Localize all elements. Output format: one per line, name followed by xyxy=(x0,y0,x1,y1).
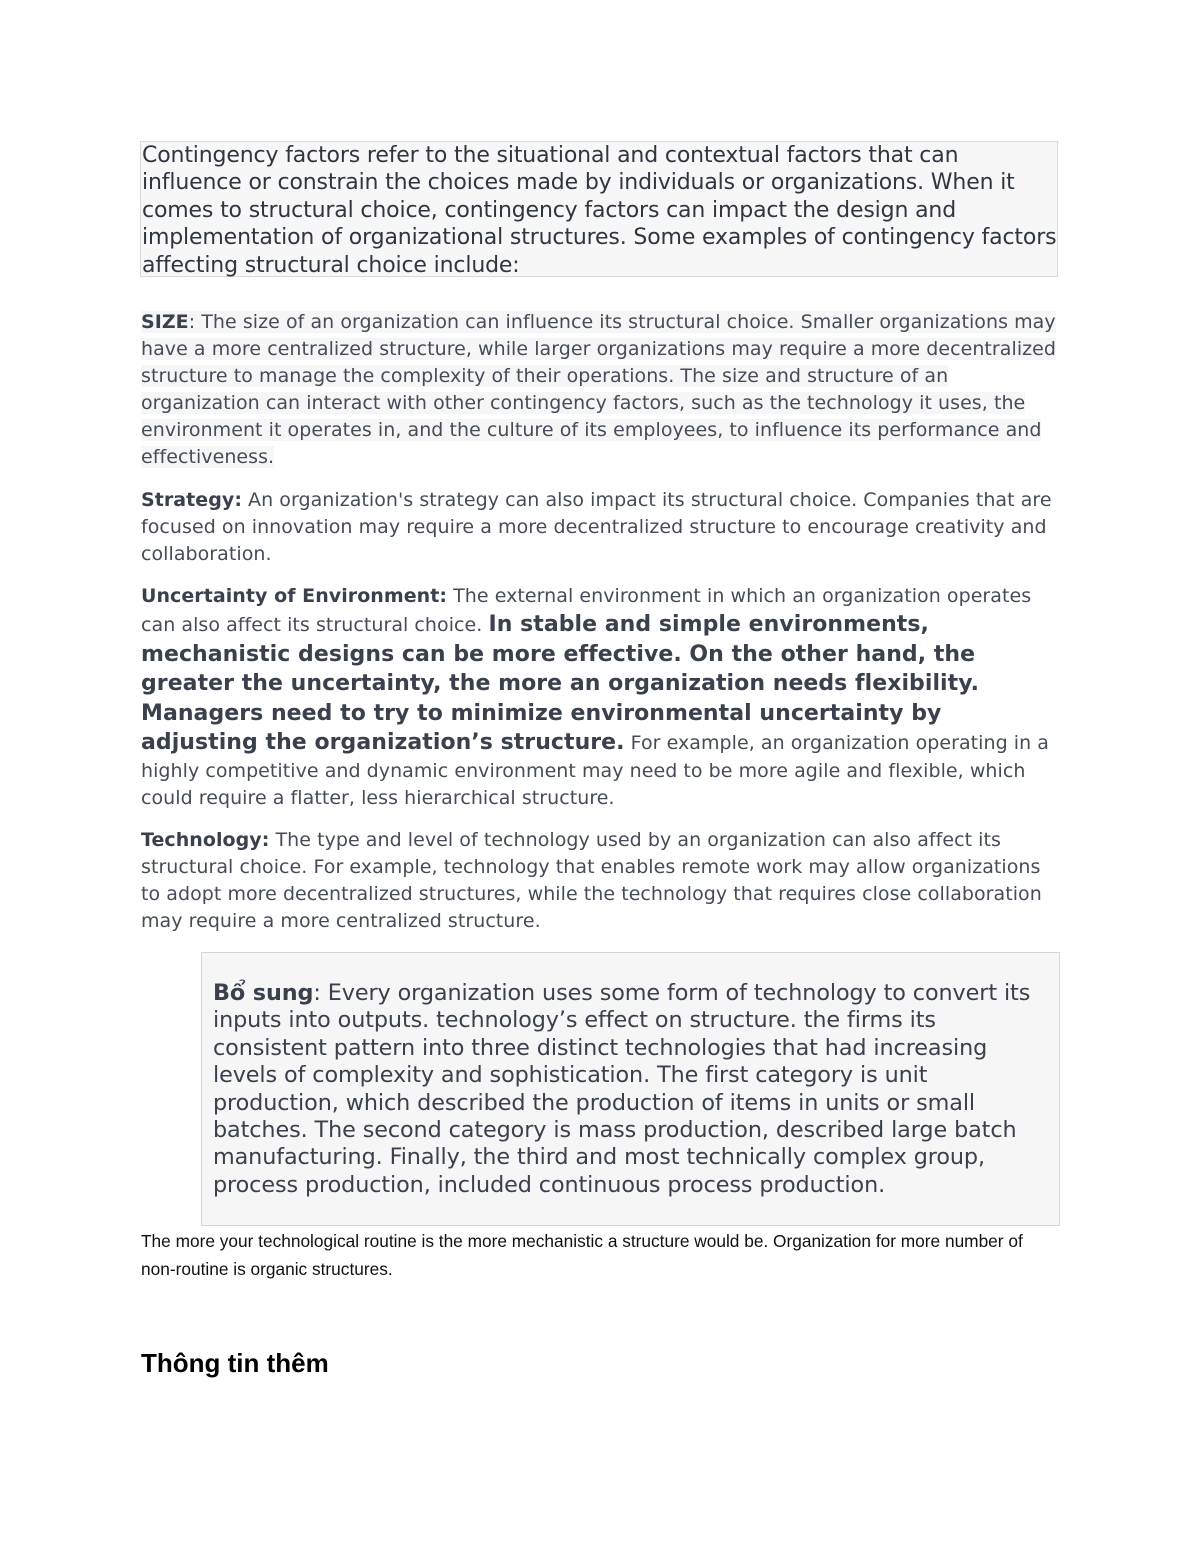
supplement-label: Bổ sung xyxy=(213,980,314,1006)
environment-label: Uncertainty of Environment: xyxy=(141,585,448,607)
strategy-paragraph xyxy=(141,487,1061,568)
intro-quote-box xyxy=(140,141,1058,277)
strategy-label: Strategy: xyxy=(141,489,242,511)
routine-note-text: The more your technological routine is the more mechanistic a structure would be. Organization for more number of non-routine is organic structures. xyxy=(141,1231,1023,1279)
environment-text-before: The external environment in which an organization operates can also affect its structural choice. xyxy=(141,585,1032,636)
routine-note xyxy=(141,1227,1041,1283)
size-paragraph xyxy=(141,309,1061,471)
technology-label: Technology: xyxy=(141,829,270,851)
environment-emphasis: In stable and simple environments, mechanistic designs can be more effective. On the other hand, the greater the uncertainty, the more an organization needs flexibility. Managers need to try to minimize environmental uncertainty by adjusting the organization’s structure. xyxy=(141,612,979,755)
technology-text: The type and level of technology used by an organization can also affect its structural choice. For example, technology that enables remote work may allow organizations to adopt more decentralized structures, while the technology that requires close collaboration may require a more centralized structure. xyxy=(141,829,1042,932)
strategy-text: An organization's strategy can also impact its structural choice. Companies that are focused on innovation may require a more decentralized structure to encourage creativity and collaboration. xyxy=(141,489,1052,565)
size-label: SIZE xyxy=(141,311,189,333)
intro-text: Contingency factors refer to the situational and contextual factors that can influence or constrain the choices made by individuals or organizations. When it comes to structural choice, contingency factors can impact the design and implementation of organizational structures. Some examples of contingency factors affecting structural choice include: xyxy=(142,143,1057,278)
section-heading: Thông tin thêm xyxy=(141,1348,329,1378)
size-text: : The size of an organization can influence its structural choice. Smaller organizations may have a more centralized structure, while larger organizations may require a more decentralized structure to manage the complexity of their operations. The size and structure of an organization can interact with other contingency factors, such as the technology it uses, the environment it operates in, and the culture of its employees, to influence its performance and effectiveness. xyxy=(141,311,1057,468)
environment-text-after: For example, an organization operating in a highly competitive and dynamic environment may need to be more agile and flexible, which could require a flatter, less hierarchical structure. xyxy=(141,732,1049,809)
supplement-box xyxy=(201,952,1060,1226)
technology-paragraph xyxy=(141,827,1061,935)
supplement-text: : Every organization uses some form of technology to convert its inputs into outputs. technology’s effect on structure. the firms its consistent pattern into three distinct technologies that had increasing levels of complexity and sophistication. The first category is unit production, which described the production of items in units or small batches. The second category is mass production, described large batch manufacturing. Finally, the third and most technically complex group, process production, included continuous process production. xyxy=(213,980,1031,1198)
environment-paragraph xyxy=(141,583,1061,812)
